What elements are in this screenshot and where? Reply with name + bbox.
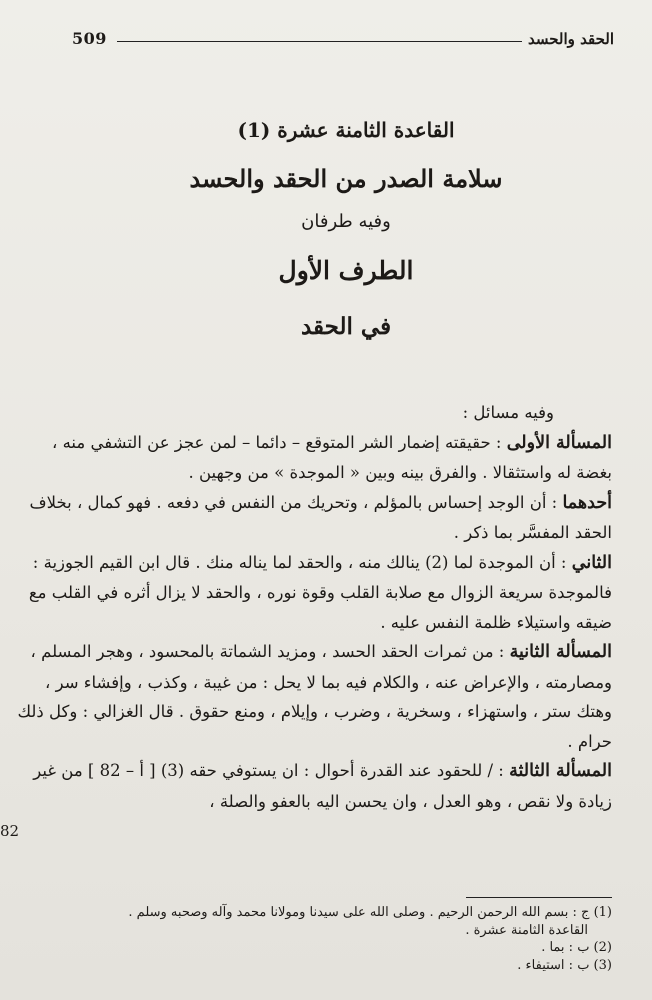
header-rule	[117, 41, 522, 42]
thani-heading: الثاني	[571, 552, 612, 573]
margin-folio-note: 82	[0, 822, 20, 840]
chapter-subtitle: وفيه طرفان	[301, 211, 391, 232]
masala-3-text: : / للحقود عند القدرة أحوال : ان يستوفي حقه (3) [ أ – 82 ] من غير زيادة ولا نقص ، وهو العدل ، وان يحسن اليه بالعفو والصلة ،	[33, 761, 612, 811]
body-text	[14, 398, 612, 816]
paragraph-thani	[14, 548, 612, 638]
masala-1-heading: المسألة الأولى	[506, 432, 612, 453]
ahaduhuma-heading: أحدهما	[562, 492, 612, 513]
footnote-rule	[466, 897, 612, 898]
thani-text: : أن الموجدة لما (2) ينالك منه ، والحقد لما يناله منك . قال ابن القيم الجوزية : فالموجدة سريعة الزوال مع صلابة القلب وقوة نوره ، والحقد لا يزال أثره في القلب مع ضيقه واستيلاء ظلمة النفس عليه .	[28, 552, 612, 632]
intro-line: وفيه مسائل :	[462, 403, 554, 422]
part-title: الطرف الأول	[278, 256, 414, 285]
masala-2-text: : من ثمرات الحقد الحسد ، ومزيد الشماتة بالمحسود ، وهجر المسلم ، ومصارمته ، والإعراض عنه ، والكلام فيه بما لا يحل : من غيبة ، وكذب ، وإفشاء سر ، وهتك ستر ، واستهزاء ، وسخرية ، وضرب ، وإيلام ، ومنع حقوق . قال الغزالي : وكل ذلك حرام .	[17, 642, 612, 751]
paragraph-masala-2	[14, 637, 612, 756]
chapter-title: سلامة الصدر من الحقد والحسد	[189, 164, 503, 193]
masala-1-text: : حقيقته إضمار الشر المتوقع – دائما – لمن عجز عن التشفي منه ، بغضة له واستثقالا . والفرق بينه وبين « الموجدة » من وجهين .	[52, 432, 612, 482]
page-header	[72, 18, 614, 48]
ahaduhuma-text: : أن الوجد إحساس بالمؤلم ، وتحريك من النفس في دفعه . فهو كمال ، بخلاف الحقد المفسَّر بما ذكر .	[29, 492, 612, 542]
footnotes	[40, 897, 612, 974]
paragraph-masala-1	[14, 428, 612, 488]
paragraph-masala-3	[14, 756, 612, 816]
running-title: الحقد والحسد	[527, 30, 614, 48]
footnote-2: (2) ب : بما .	[541, 940, 612, 955]
rule-title: القاعدة الثامنة عشرة (1)	[237, 118, 455, 142]
footnote-1: (1) ج : بسم الله الرحمن الرحيم . وصلى الله على سيدنا ومولانا محمد وآله وصحبه وسلم .	[128, 905, 612, 920]
masala-2-heading: المسألة الثانية	[509, 642, 612, 662]
part-subtitle: في الحقد	[300, 313, 392, 340]
masala-3-heading: المسألة الثالثة	[509, 761, 612, 781]
footnote-3: (3) ب : استيفاء .	[517, 957, 612, 973]
footnote-1-continuation: القاعدة الثامنة عشرة .	[465, 922, 588, 938]
paragraph-ahaduhuma	[14, 488, 612, 548]
page-number: 509	[72, 29, 107, 48]
chapter-titles	[80, 118, 612, 340]
